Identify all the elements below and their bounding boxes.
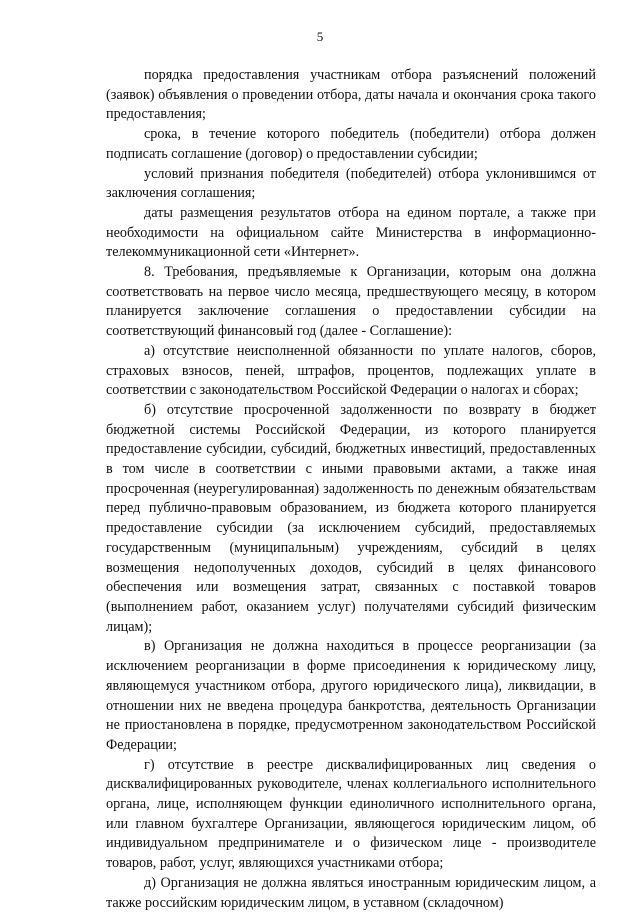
paragraph-item-g: г) отсутствие в реестре дисквалифицированных лиц сведения о дисквалифицированных руководителе, членах коллегиального исполнительного органа, лице, исполняющем функции единоличного исполнительного органа, или главном бухгалтере Организации, являющегося юридическим лицом, об индивидуальном предпринимателе и о физическом лице - производителе товаров, работ, услуг, являющихся участниками отбора; bbox=[106, 756, 596, 872]
paragraph-results-publication-date: даты размещения результатов отбора на едином портале, а также при необходимости на официальном сайте Министерства в информационно-телекоммуникационной сети «Интернет». bbox=[106, 204, 596, 261]
paragraph-item-d: д) Организация не должна являться иностранным юридическим лицом, а также российским юридическим лицом, в уставном (складочном) bbox=[106, 874, 596, 911]
document-body bbox=[106, 66, 596, 913]
paragraph-section-8-requirements: 8. Требования, предъявляемые к Организации, которым она должна соответствовать на первое число месяца, предшествующего месяцу, в котором планируется заключение соглашения о предоставлении субсидии на соответствующий финансовый год (далее - Соглашение): bbox=[106, 264, 596, 340]
paragraph-item-v: в) Организация не должна находиться в процессе реорганизации (за исключением реорганизации в форме присоединения к юридическому лицу, являющемуся участником отбора, другого юридического лица), ликвидации, в отношении них не введена процедура банкротства, деятельность Организации не приостановлена в порядке, предусмотренном законодательством Российской Федерации; bbox=[106, 638, 596, 753]
paragraph-clarifications-order: порядка предоставления участникам отбора разъяснений положений (заявок) объявления о проведении отбора, даты начала и окончания срока такого предоставления; bbox=[106, 67, 596, 123]
page-number: 5 bbox=[316, 29, 324, 44]
paragraph-agreement-deadline: срока, в течение которого победитель (победители) отбора должен подписать соглашение (договор) о предоставлении субсидии; bbox=[106, 126, 596, 162]
paragraph-item-b: б) отсутствие просроченной задолженности по возврату в бюджет бюджетной системы Российской Федерации, из которого планируется предоставление субсидии, субсидий, бюджетных инвестиций, предоставленных в том числе в соответствии с иными правовыми актами, а также иная просроченная (неурегулированная) задолженность по денежным обязательствам перед публично-правовым образованием, из бюджета которого планируется предоставление субсидии (за исключением субсидий, предоставляемых государственным (муниципальным) учреждениям, субсидий в целях возмещения недополученных доходов, субсидий в целях финансового обеспечения или возмещения затрат, связанных с поставкой товаров (выполнением работ, оказанием услуг) получателями субсидий физическим лицам); bbox=[106, 401, 596, 635]
paragraph-item-a: а) отсутствие неисполненной обязанности по уплате налогов, сборов, страховых взносов, пеней, штрафов, процентов, подлежащих уплате в соответствии с законодательством Российской Федерации о налогах и сборах; bbox=[106, 342, 596, 399]
paragraph-evasion-conditions: условий признания победителя (победителей) отбора уклонившимся от заключения соглашения; bbox=[106, 165, 596, 202]
